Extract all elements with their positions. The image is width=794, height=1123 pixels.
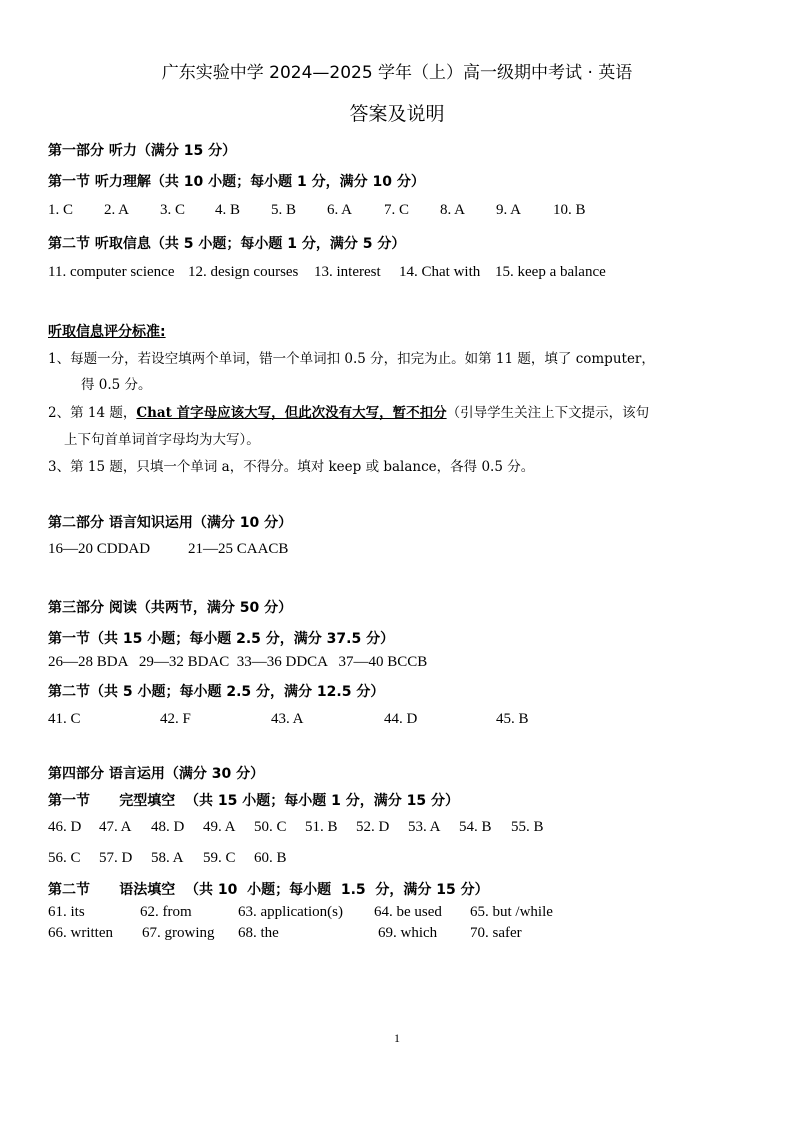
answer-49: 49. A xyxy=(203,819,236,835)
answer-60: 60. B xyxy=(254,850,287,866)
answer-57: 57. D xyxy=(99,850,133,866)
answer-61: 61. its xyxy=(48,904,85,920)
part1-sec1-heading: 第一节 听力理解（共 10 小题；每小题 1 分，满分 10 分） xyxy=(48,174,425,190)
document-subtitle: 答案及说明 xyxy=(349,103,445,125)
answer-8: 8. A xyxy=(440,202,466,218)
answer-15: 15. keep a balance xyxy=(495,264,606,280)
answer-66: 66. written xyxy=(48,925,113,941)
scoring-rule-3: 3、第 15 题，只填一个单词 a，不得分。填对 keep 或 balance，各得 0.5 分。 xyxy=(48,459,535,475)
answer-2: 2. A xyxy=(104,202,130,218)
scoring-rule-2-emphasis: Chat 首字母应该大写，但此次没有大写，暂不扣分 xyxy=(136,405,447,421)
answer-5: 5. B xyxy=(271,202,297,218)
scoring-rule-1-line2: 得 0.5 分。 xyxy=(81,377,152,393)
answer-6: 6. A xyxy=(327,202,353,218)
answer-45: 45. B xyxy=(496,711,529,727)
scoring-rule-2-line2: 上下句首单词首字母均为大写）。 xyxy=(64,432,260,448)
answer-59: 59. C xyxy=(203,850,236,866)
answer-68: 68. the xyxy=(238,925,279,941)
answer-11: 11. computer science xyxy=(48,264,175,280)
part1-heading: 第一部分 听力（满分 15 分） xyxy=(48,143,237,159)
part4-heading: 第四部分 语言运用（满分 30 分） xyxy=(48,766,265,782)
scoring-rule-2-suffix: （引导学生关注上下文提示，该句 xyxy=(446,405,650,421)
answer-64: 64. be used xyxy=(374,904,442,920)
answer-50: 50. C xyxy=(254,819,287,835)
answer-12: 12. design courses xyxy=(188,264,299,280)
answer-54: 54. B xyxy=(459,819,492,835)
scoring-rule-2-prefix: 2、第 14 题， xyxy=(48,405,137,421)
answer-55: 55. B xyxy=(511,819,544,835)
answer-69: 69. which xyxy=(378,925,438,941)
answer-70: 70. safer xyxy=(470,925,522,941)
answer-3: 3. C xyxy=(160,202,186,218)
answer-52: 52. D xyxy=(356,819,390,835)
part2-answers-16-20: 16—20 CDDAD xyxy=(48,541,151,557)
answer-58: 58. A xyxy=(151,850,184,866)
answer-14: 14. Chat with xyxy=(399,264,481,280)
part4-sec2-heading: 第二节 语法填空 （共 10 小题；每小题 1.5 分，满分 15 分） xyxy=(48,882,489,898)
scoring-heading: 听取信息评分标准: xyxy=(48,324,166,340)
document-title: 广东实验中学 2024—2025 学年（上）高一级期中考试 · 英语 xyxy=(161,63,633,83)
answer-67: 67. growing xyxy=(142,925,215,941)
answer-65: 65. but /while xyxy=(470,904,553,920)
answer-63: 63. application(s) xyxy=(238,904,343,920)
answer-62: 62. from xyxy=(140,904,192,920)
answer-10: 10. B xyxy=(553,202,586,218)
part2-heading: 第二部分 语言知识运用（满分 10 分） xyxy=(48,515,293,531)
answer-53: 53. A xyxy=(408,819,441,835)
scoring-rule-2-line1 xyxy=(48,401,649,421)
answer-41: 41. C xyxy=(48,711,81,727)
answer-47: 47. A xyxy=(99,819,132,835)
answer-44: 44. D xyxy=(384,711,418,727)
answer-48: 48. D xyxy=(151,819,185,835)
answer-13: 13. interest xyxy=(314,264,381,280)
answer-51: 51. B xyxy=(305,819,338,835)
scoring-rule-1-line1: 1、每题一分，若设空填两个单词，错一个单词扣 0.5 分，扣完为止。如第 11 题，填了 computer， xyxy=(48,351,655,367)
answer-4: 4. B xyxy=(215,202,241,218)
answer-46: 46. D xyxy=(48,819,82,835)
part2-answers-21-25: 21—25 CAACB xyxy=(188,541,289,557)
answer-56: 56. C xyxy=(48,850,81,866)
part4-sec1-heading: 第一节 完型填空 （共 15 小题；每小题 1 分，满分 15 分） xyxy=(48,793,459,809)
answer-1: 1. C xyxy=(48,202,74,218)
page-number: 1 xyxy=(394,1031,400,1045)
part3-sec1-answers: 26—28 BDA 29—32 BDAC 33—36 DDCA 37—40 BCCB xyxy=(48,654,428,670)
part3-sec2-heading: 第二节（共 5 小题；每小题 2.5 分，满分 12.5 分） xyxy=(48,684,385,700)
answer-42: 42. F xyxy=(160,711,191,727)
part3-heading: 第三部分 阅读（共两节，满分 50 分） xyxy=(48,600,293,616)
part1-sec2-heading: 第二节 听取信息（共 5 小题；每小题 1 分，满分 5 分） xyxy=(48,236,406,252)
part3-sec1-heading: 第一节（共 15 小题；每小题 2.5 分，满分 37.5 分） xyxy=(48,631,395,647)
answer-9: 9. A xyxy=(496,202,522,218)
answer-43: 43. A xyxy=(271,711,304,727)
answer-7: 7. C xyxy=(384,202,410,218)
